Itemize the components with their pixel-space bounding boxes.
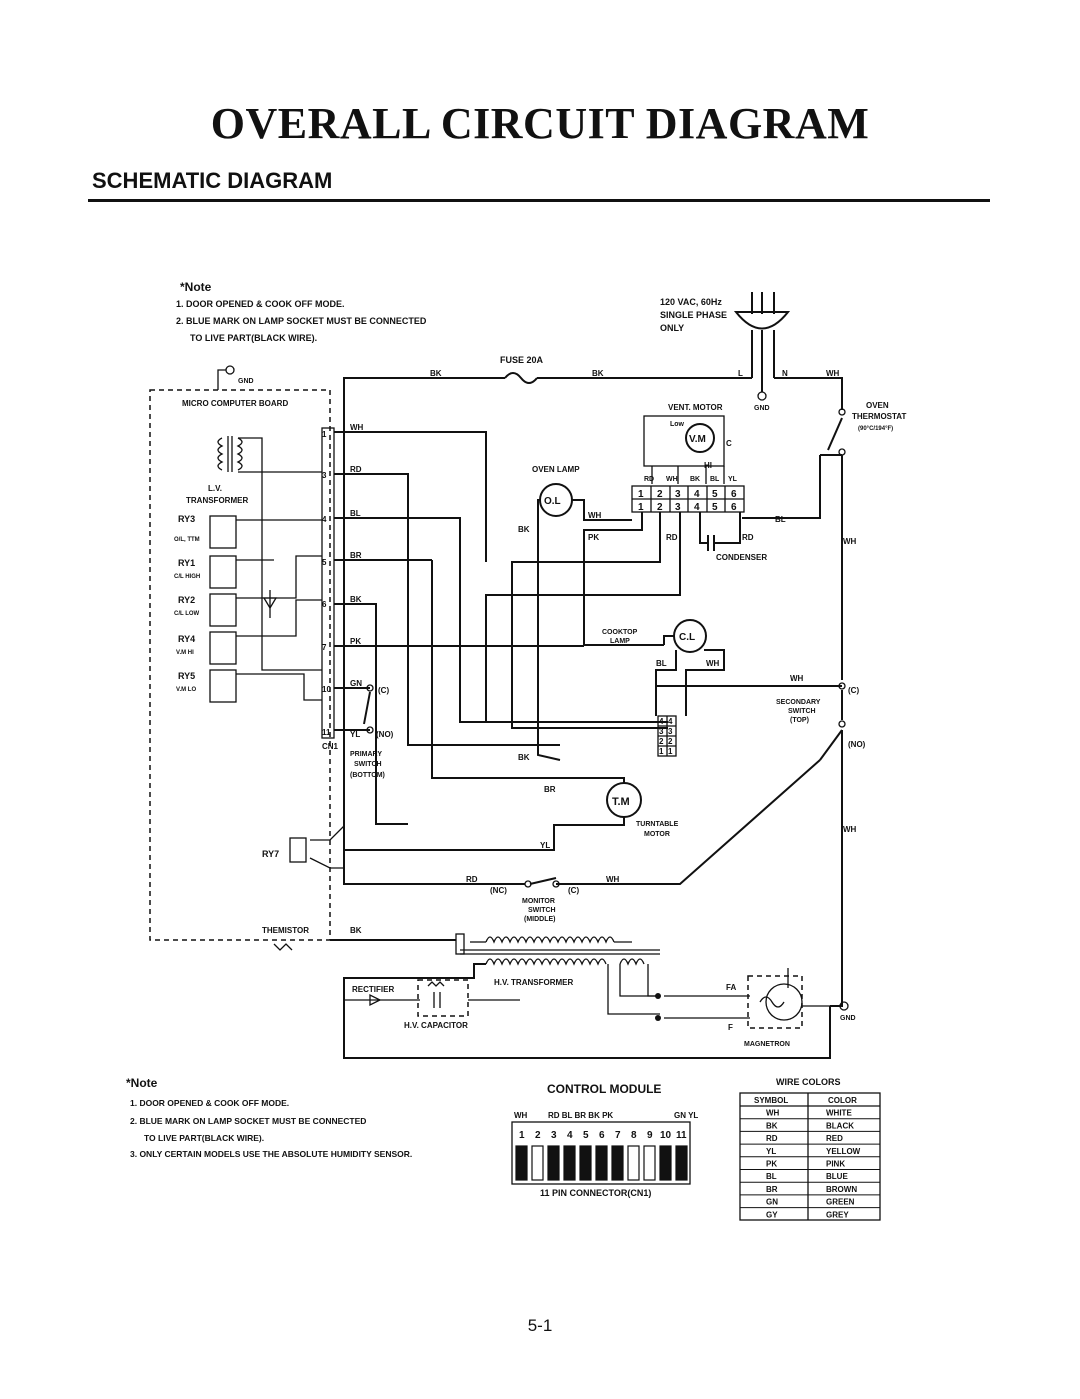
terminal-label: FA <box>726 983 737 992</box>
pin-label: 2 <box>657 502 663 513</box>
wire-tag: PK <box>588 533 600 542</box>
secondary-switch-label: SECONDARY <box>776 699 821 706</box>
wire-tag: WH <box>790 674 804 683</box>
pin-label: 5 <box>712 489 718 500</box>
micro-board-label: MICRO COMPUTER BOARD <box>182 399 289 408</box>
hv-section <box>330 926 856 1058</box>
control-module-title: CONTROL MODULE <box>547 1082 662 1096</box>
wire-tag: BK <box>518 753 530 762</box>
pin-number: 6 <box>599 1130 605 1141</box>
wire-tag: WH <box>350 423 364 432</box>
wire-tag: RD BL BR BK PK <box>548 1111 614 1120</box>
terminal-label: (NO) <box>848 740 866 749</box>
fuse-icon <box>505 373 537 383</box>
table-cell-symbol: PK <box>766 1159 778 1169</box>
control-module <box>512 1082 698 1198</box>
wire-tag: WH <box>826 369 840 378</box>
wire-tag: BK <box>430 369 442 378</box>
magnetron <box>748 976 802 1028</box>
hv-transformer-filament <box>620 959 644 964</box>
hv-transformer-label: H.V. TRANSFORMER <box>494 978 574 987</box>
wire-tag: YL <box>728 476 737 483</box>
pin-block <box>564 1146 575 1180</box>
table-cell-color: PINK <box>826 1159 846 1169</box>
wire-tag: RD <box>742 533 754 542</box>
cooktop-lamp-label: COOKTOP <box>602 629 638 636</box>
pin-block <box>628 1146 639 1180</box>
table-cell-color: BLUE <box>826 1172 848 1182</box>
relay-function: O/L, TTM <box>174 537 200 543</box>
pin-number: 10 <box>660 1130 672 1141</box>
relay-label: RY3 <box>178 514 196 524</box>
pin-block <box>644 1146 655 1180</box>
table-cell-symbol: BR <box>766 1184 778 1194</box>
page-title: OVERALL CIRCUIT DIAGRAM <box>210 99 870 148</box>
terminal-label: (C) <box>568 886 580 895</box>
pin-block <box>580 1146 591 1180</box>
wire-tag: RD <box>644 476 655 483</box>
pin-label: 10 <box>322 685 331 694</box>
relay-label: RY7 <box>262 849 280 859</box>
primary-switch-label: SWITCH <box>354 761 382 768</box>
oven-thermostat-switch <box>828 418 842 450</box>
table-cell-color: WHITE <box>826 1108 852 1118</box>
relay-ry3 <box>174 514 236 548</box>
wire-tag: WH <box>843 825 857 834</box>
bottom-note <box>126 1076 412 1159</box>
pin-label: 1 <box>638 502 644 513</box>
pin-block <box>532 1146 543 1180</box>
top-note-line: TO LIVE PART(BLACK WIRE). <box>190 333 318 343</box>
wire-colors-title: WIRE COLORS <box>776 1077 841 1087</box>
pin-label: 1 <box>668 747 673 756</box>
table-cell-color: GREEN <box>826 1197 855 1207</box>
pin-block <box>548 1146 559 1180</box>
top-note-line: 1. DOOR OPENED & COOK OFF MODE. <box>176 299 345 309</box>
low-label: Low <box>670 421 684 428</box>
vent-motor-symbol: V.M <box>689 434 706 445</box>
bottom-note-heading: *Note <box>126 1076 158 1090</box>
table-cell-color: BROWN <box>826 1184 858 1194</box>
lv-transformer-label: L.V. <box>208 484 222 493</box>
plug-icon <box>736 312 788 329</box>
pin-label: 5 <box>712 502 718 513</box>
oven-thermostat-rating: (90°C/194°F) <box>858 426 894 432</box>
magnetron-label: MAGNETRON <box>744 1041 790 1048</box>
relay-label: RY4 <box>178 634 196 644</box>
table-cell-symbol: GN <box>766 1197 778 1207</box>
relay-label: RY2 <box>178 595 196 605</box>
pin-number: 11 <box>676 1130 687 1141</box>
pin-label: 6 <box>731 489 737 500</box>
oven-lamp-label: OVEN LAMP <box>532 465 580 474</box>
relay-function: C/L HIGH <box>174 574 201 580</box>
pin-label: 4 <box>694 502 700 513</box>
pin-number: 4 <box>567 1130 573 1141</box>
pin-label: 7 <box>322 643 327 652</box>
wire-tag: GN <box>350 679 362 688</box>
table-cell-color: RED <box>826 1134 843 1144</box>
wire-tag: BL <box>710 476 720 483</box>
top-note <box>176 280 427 343</box>
wire-tag: WH <box>843 537 857 546</box>
wire-tag: BR <box>544 785 556 794</box>
oven-thermostat-label: OVEN <box>866 401 889 410</box>
pin-label: 2 <box>657 489 663 500</box>
themistor-label: THEMISTOR <box>262 926 309 935</box>
wire-tag: RD <box>666 533 678 542</box>
table-cell-symbol: RD <box>766 1134 778 1144</box>
top-note-heading: *Note <box>180 280 212 294</box>
wire-tag: WH <box>706 659 720 668</box>
pin-block <box>596 1146 607 1180</box>
monitor-switch-label: SWITCH <box>528 907 556 914</box>
pin-number: 7 <box>615 1130 621 1141</box>
wire-tag: WH <box>514 1111 528 1120</box>
monitor-switch <box>530 878 556 884</box>
wire-tag: WH <box>666 476 678 483</box>
relay-function: V.M LO <box>176 687 197 693</box>
themistor-icon <box>274 944 292 950</box>
hv-transformer-primary <box>486 937 614 942</box>
pin-label: 1 <box>638 489 644 500</box>
vent-motor <box>486 403 767 728</box>
hv-transformer-secondary <box>486 959 606 964</box>
pin-label: 1 <box>659 747 664 756</box>
cooktop-lamp-label: LAMP <box>610 638 630 645</box>
terminal-label: (C) <box>848 686 860 695</box>
monitor-switch-label: MONITOR <box>522 898 555 905</box>
pin-number: 9 <box>647 1130 653 1141</box>
oven-thermostat-label: THERMOSTAT <box>852 412 907 421</box>
turntable-motor-label: MOTOR <box>644 831 670 838</box>
table-cell-color: YELLOW <box>826 1146 861 1156</box>
power-only: ONLY <box>660 323 685 333</box>
power-supply <box>660 292 788 412</box>
cn1-label: CN1 <box>322 742 339 751</box>
table-cell-symbol: GY <box>766 1210 778 1220</box>
wire-tag: RD <box>350 465 362 474</box>
section-title: SCHEMATIC DIAGRAM <box>92 168 333 193</box>
pin-block <box>516 1146 527 1180</box>
page-number: 5-1 <box>527 1316 553 1335</box>
cooktop-lamp <box>602 620 724 756</box>
secondary-switch-label: (TOP) <box>790 717 809 724</box>
wire-tag: RD <box>466 875 478 884</box>
lv-transformer-label: TRANSFORMER <box>186 496 249 505</box>
wire-tag: BK <box>592 369 604 378</box>
hv-capacitor-label: H.V. CAPACITOR <box>404 1021 468 1030</box>
wire-tag: BL <box>350 509 361 518</box>
relay-function: V.M HI <box>176 650 194 656</box>
pin-label: 3 <box>675 502 681 513</box>
pin-block <box>660 1146 671 1180</box>
pin-label: 4 <box>668 717 673 726</box>
pin-label: 3 <box>659 727 664 736</box>
lv-transformer-icon <box>218 438 222 470</box>
power-spec: 120 VAC, 60Hz <box>660 297 722 307</box>
table-header: COLOR <box>828 1096 857 1105</box>
table-cell-symbol: WH <box>766 1108 780 1118</box>
pin-block <box>676 1146 687 1180</box>
wire-tag: BK <box>350 595 362 604</box>
pin-label: 3 <box>675 489 681 500</box>
bottom-note-line: 2. BLUE MARK ON LAMP SOCKET MUST BE CONNECTED <box>130 1116 367 1126</box>
pin-label: 11 <box>322 728 331 737</box>
pin-label: 4 <box>322 515 327 524</box>
bottom-note-line: 3. ONLY CERTAIN MODELS USE THE ABSOLUTE HUMIDITY SENSOR. <box>130 1149 413 1159</box>
wire-tag: BK <box>690 476 701 483</box>
table-cell-color: BLACK <box>826 1121 854 1131</box>
gnd-label: GND <box>840 1015 856 1022</box>
relay-ry2 <box>174 594 236 626</box>
micro-computer-board <box>150 366 344 950</box>
pin-label: 5 <box>322 558 327 567</box>
pin-number: 8 <box>631 1130 637 1141</box>
pin-label: 6 <box>731 502 737 513</box>
wire-tag: YL <box>350 730 361 739</box>
relay-ry1 <box>174 556 236 588</box>
wire-colors-table <box>740 1077 880 1220</box>
pin-label: 2 <box>659 737 664 746</box>
ground-icon <box>758 392 766 400</box>
monitor-switch-label: (MIDDLE) <box>524 916 556 923</box>
wire-tag: WH <box>588 511 602 520</box>
relay-ry4 <box>176 632 236 664</box>
relay-label: RY5 <box>178 671 196 681</box>
pin-block <box>612 1146 623 1180</box>
wire-tag: BL <box>775 515 786 524</box>
vent-motor-label: VENT. MOTOR <box>668 403 723 412</box>
wire-tag: BL <box>656 659 667 668</box>
wire-tag: BK <box>350 926 362 935</box>
primary-switch-label: PRIMARY <box>350 751 383 758</box>
pin-label: 4 <box>659 717 664 726</box>
wire-tag: GN YL <box>674 1111 699 1120</box>
terminal-label: (NO) <box>376 730 394 739</box>
table-cell-symbol: YL <box>766 1146 777 1156</box>
terminal-label: (NC) <box>490 886 507 895</box>
neutral-terminal-label: N <box>782 369 788 378</box>
pin-number: 1 <box>519 1130 525 1141</box>
table-cell-symbol: BL <box>766 1172 777 1182</box>
relay-label: RY1 <box>178 558 196 568</box>
hi-label: HI <box>704 461 712 470</box>
cn1-wires <box>334 423 584 824</box>
wire-tag: BK <box>518 525 530 534</box>
condenser-label: CONDENSER <box>716 553 768 562</box>
turntable-motor-label: TURNTABLE <box>636 821 679 828</box>
ground-icon <box>226 366 234 374</box>
terminal-label: (C) <box>378 686 390 695</box>
table-cell-color: GREY <box>826 1210 849 1220</box>
relay-ry7 <box>290 838 306 862</box>
cooktop-lamp-symbol: C.L <box>679 632 696 643</box>
pin-number: 2 <box>535 1130 541 1141</box>
fuse-label: FUSE 20A <box>500 355 544 365</box>
bottom-note-line: TO LIVE PART(BLACK WIRE). <box>144 1133 265 1143</box>
bottom-note-line: 1. DOOR OPENED & COOK OFF MODE. <box>130 1098 290 1108</box>
relay-function: C/L LOW <box>174 611 200 617</box>
gnd-label: GND <box>238 378 254 385</box>
wire-tag: YL <box>540 841 551 850</box>
table-header: SYMBOL <box>754 1096 789 1105</box>
oven-lamp-symbol: O.L <box>544 496 561 507</box>
pin-label: 2 <box>668 737 673 746</box>
secondary-switch-label: SWITCH <box>788 708 816 715</box>
rectifier-label: RECTIFIER <box>352 985 395 994</box>
cn1-pin-row <box>516 1130 687 1180</box>
power-phase: SINGLE PHASE <box>660 310 728 320</box>
pin-label: 3 <box>322 471 327 480</box>
pin-number: 3 <box>551 1130 557 1141</box>
pin-label: 6 <box>322 600 327 609</box>
pin-label: 4 <box>694 489 700 500</box>
table-cell-symbol: BK <box>766 1121 778 1131</box>
primary-switch-label: (BOTTOM) <box>350 772 385 779</box>
top-note-line: 2. BLUE MARK ON LAMP SOCKET MUST BE CONNECTED <box>176 316 427 326</box>
oven-lamp <box>518 465 632 760</box>
cn1-caption: 11 PIN CONNECTOR(CN1) <box>540 1188 652 1198</box>
common-label: C <box>726 439 732 448</box>
pin-number: 5 <box>583 1130 589 1141</box>
wire-tag: BR <box>350 551 362 560</box>
pin-label: 3 <box>668 727 673 736</box>
terminal-label: F <box>728 1023 733 1032</box>
line-terminal-label: L <box>738 369 743 378</box>
gnd-label: GND <box>754 405 770 412</box>
wire-tag: PK <box>350 637 362 646</box>
relay-ry5 <box>176 670 236 702</box>
turntable-motor-symbol: T.M <box>612 796 630 808</box>
pin-label: 1 <box>322 430 327 439</box>
main-wiring <box>344 355 906 1006</box>
wire-colors-rows <box>740 1109 880 1220</box>
wire-tag: WH <box>606 875 620 884</box>
primary-switch <box>364 692 370 724</box>
